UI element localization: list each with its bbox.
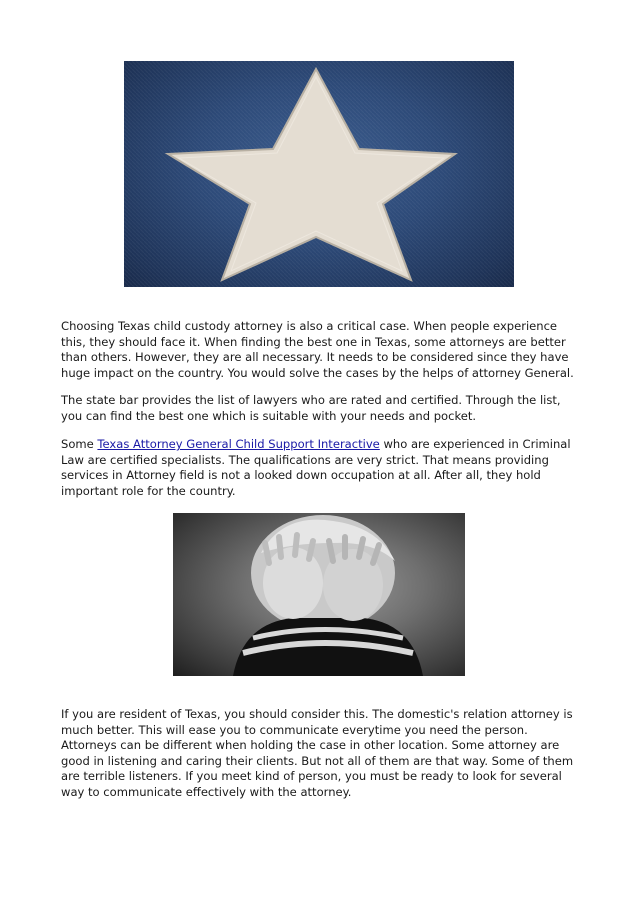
texas-star-image [124,61,514,287]
paragraph-specialists-rest: who are experienced in Criminal Law are certified specialists. The qualifications are very strict. That means providing services in Attorney field is not a looked down occupation at all. After all, they hold important role for the country. [61,437,571,498]
paragraph-state-bar: The state bar provides the list of lawyers who are rated and certified. Through the list, you can find the best one which is suitable with your needs and pocket. [61,393,561,423]
texas-attorney-general-link[interactable]: Texas Attorney General Child Support Interactive [97,437,380,451]
paragraph-resident: If you are resident of Texas, you should consider this. The domestic's relation attorney is much better. This will ease you to communicate everytime you need the person. Attorneys can be different when holding the case in other location. Some attorney are good in listening and caring their clients. But not all of them are that way. Some of them are terrible listeners. If you meet kind of person, you must be ready to look for several way to communicate effectively with the attorney. [61,707,574,799]
paragraph-custody-intro: Choosing Texas child custody attorney is also a critical case. When people experience this, they should face it. When finding the best one in Texas, some attorneys are better than others. However, they are all necessary. It needs to be considered since they have huge impact on the country. You would solve the cases by the helps of attorney General. [61,319,574,380]
paragraph-specialists [61,437,581,499]
paragraph-specialists-lead: Some [61,437,98,451]
child-covering-face-image [173,513,465,676]
